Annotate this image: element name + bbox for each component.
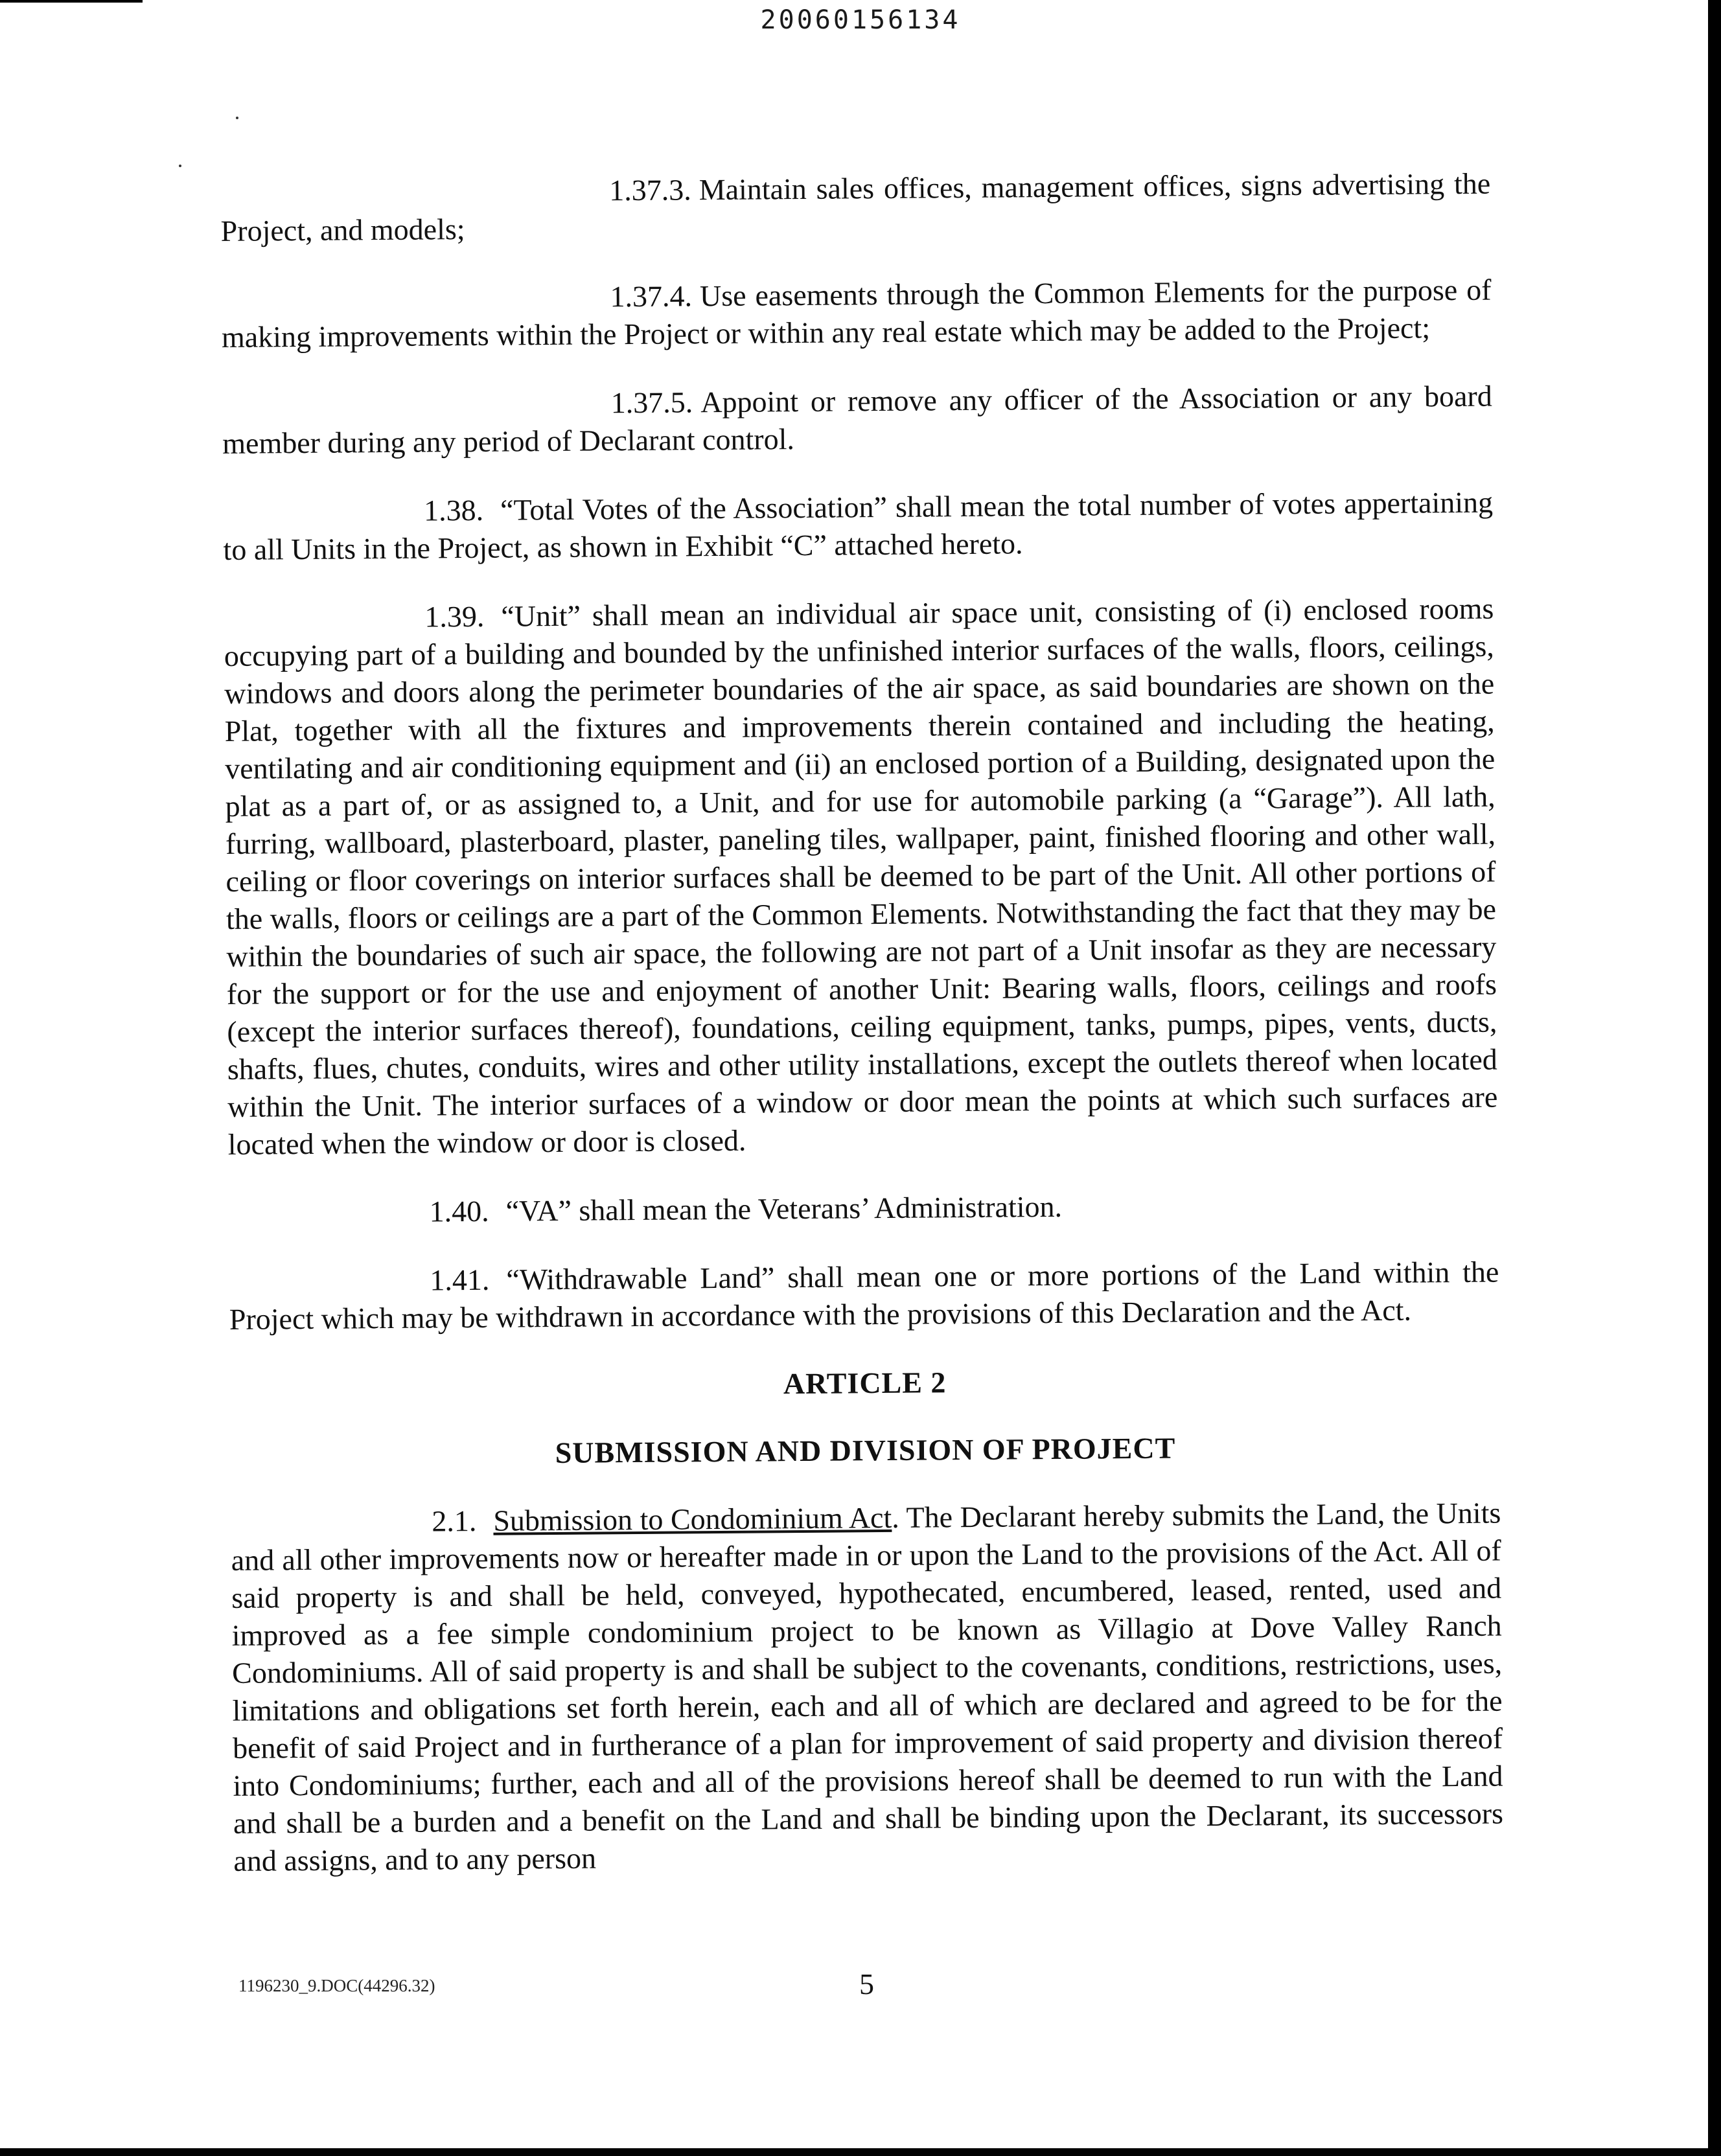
paragraph-number: 1.37.4.	[610, 279, 693, 314]
section-number: 2.1.	[432, 1504, 477, 1538]
scan-border-bottom	[0, 2148, 1721, 2156]
paragraph-1-39	[224, 590, 1498, 1164]
paragraph-text: Maintain sales offices, management offices, signs advertising the Project, and models;	[220, 166, 1491, 247]
article-label: ARTICLE 2	[783, 1366, 947, 1401]
paragraph-1-40	[228, 1185, 1498, 1232]
paragraph-1-37-4	[221, 271, 1492, 356]
section-text: The Declarant hereby submits the Land, the Units and all other improvements now or hereafter made in or upon the Land to the provisions of the Act. All of said property is and shall be held, conveyed, hypothecated, encumbered, leased, rented, used and improved as a fee simple condominium project to be known as Villagio at Dove Valley Ranch Condominiums. All of said property is and shall be subject to the covenants, conditions, restrictions, uses, limitations and obligations set forth herein, each and all of which are declared and agreed to be for the benefit of said Project and in furtherance of a plan for improvement of said property and division thereof into Condominiums; further, each and all of the provisions hereof shall be deemed to run with the Land and shall be a burden and a benefit on the Land and shall be binding upon the Declarant, its successors and assigns, and to any person	[231, 1496, 1504, 1877]
paragraph-number: 1.37.3.	[609, 173, 691, 207]
article-title: SUBMISSION AND DIVISION OF PROJECT	[555, 1431, 1176, 1470]
paragraph-number: 1.41.	[430, 1263, 490, 1297]
paragraph-number: 1.40.	[429, 1194, 489, 1228]
scan-speck	[179, 165, 181, 167]
paragraph-number: 1.38.	[423, 493, 484, 527]
paragraph-number: 1.39.	[424, 599, 485, 634]
scan-border-top	[0, 0, 143, 3]
document-number: 20060156134	[760, 5, 961, 35]
paragraph-text: “Withdrawable Land” shall mean one or more portions of the Land within the Project which may be withdrawn in accordance with the provisions of this Declaration and the Act.	[229, 1255, 1499, 1336]
paragraph-text: “Total Votes of the Association” shall mean the total number of votes appertaining to all Units in the Project, as shown in Exhibit “C” attached hereto.	[223, 485, 1494, 566]
scan-speck	[236, 117, 238, 119]
paragraph-1-37-5	[222, 378, 1493, 463]
section-2-1: 2.1. Submission to Condominium Act. The Declarant hereby submits the Land, the Units and all other improvements now or hereafter made in or upon the Land to the provisions of the Act. All of said property is and shall be held, conveyed, hypothecated, encumbered, leased, rented, used and improved as a fee simple condominium project to be known as Villagio at Dove Valley Ranch Condominiums. All of said property is and shall be subject to the covenants, conditions, restrictions, uses, limitations and obligations set forth herein, each and all of which are declared and agreed to be for the benefit of said Project and in furtherance of a plan for improvement of said property and division thereof into Condominiums; further, each and all of the provisions hereof shall be deemed to run with the Land and shall be a burden and a benefit on the Land and shall be binding upon the Declarant, its successors and assigns, and to any person	[231, 1496, 1504, 1877]
paragraph-text: “Unit” shall mean an individual air space unit, consisting of (i) enclosed rooms occupying part of a building and bounded by the unfinished interior surfaces of the walls, floors, ceilings, windows and doors along the perimeter boundaries of the air space, as said boundaries are shown on the Plat, together with all the fixtures and improvements therein contained and including the heating, ventilating and air conditioning equipment and (ii) an enclosed portion of a Building, designated upon the plat as a part of, or as assigned to, a Unit, and for use for automobile parking (a “Garage”). All lath, furring, wallboard, plasterboard, plaster, paneling tiles, wallpaper, paint, finished flooring and other wall, ceiling or floor coverings on interior surfaces shall be deemed to be part of the Unit. All other portions of the walls, floors or ceilings are a part of the Common Elements. Notwithstanding the fact that they may be within the boundaries of such air space, the following are not part of a Unit insofar as they are necessary for the support or for the use and enjoyment of another Unit: Bearing walls, floors, ceilings and roofs (except the interior surfaces thereof), foundations, ceiling equipment, tanks, pumps, pipes, vents, ducts, shafts, flues, chutes, conduits, wires and other utility installations, except the outlets thereof when located within the Unit. The interior surfaces of a window or door mean the points at which such surfaces are located when the window or door is closed.	[224, 591, 1498, 1161]
paragraph-1-38	[223, 484, 1494, 569]
page-number: 5	[859, 1967, 874, 2001]
paragraph-text: Appoint or remove any officer of the Association or any board member during any period of Declarant control.	[222, 379, 1492, 460]
document-body	[220, 165, 1504, 1911]
paragraph-number: 1.37.5.	[610, 385, 693, 420]
paragraph-1-41	[229, 1254, 1499, 1338]
paragraph-1-37-3	[220, 165, 1491, 250]
section-heading: Submission to Condominium Act	[493, 1500, 892, 1537]
scan-border-right	[1708, 0, 1721, 2156]
paragraph-text: “VA” shall mean the Veterans’ Administration.	[505, 1189, 1063, 1228]
paragraph-text: Use easements through the Common Elements for the purpose of making improvements within the Project or within any real estate which may be added to the Project;	[221, 273, 1492, 354]
footer-document-code: 1196230_9.DOC(44296.32)	[238, 1976, 435, 1995]
